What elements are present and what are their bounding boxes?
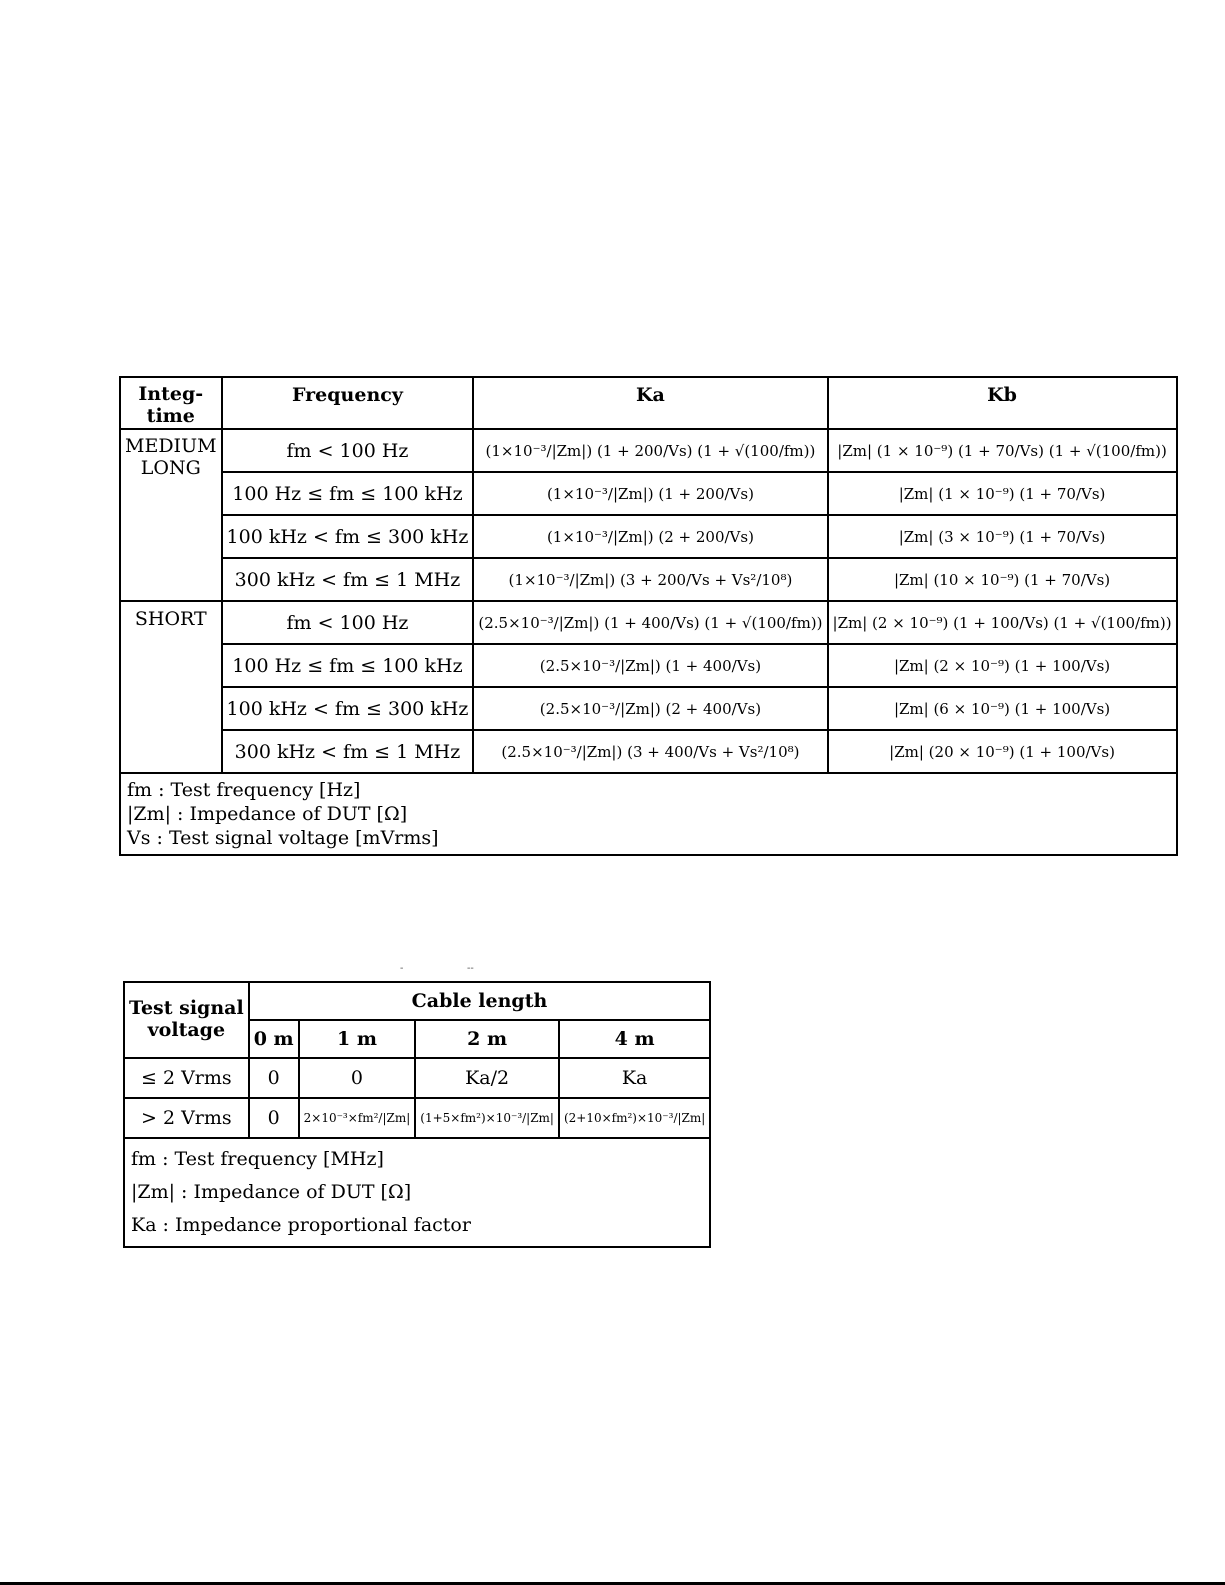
kb-header: Kb [828, 377, 1177, 429]
value-cell: (2+10×fm²)×10⁻³/|Zm| [559, 1098, 710, 1138]
cable-length-header: Cable length [249, 982, 711, 1020]
frequency-cell: 300 kHz < fm ≤ 1 MHz [222, 730, 474, 773]
cable-length-table [123, 981, 711, 1248]
frequency-cell: 100 kHz < fm ≤ 300 kHz [222, 515, 474, 558]
value-cell: 0 [249, 1098, 299, 1138]
footnote-zm: |Zm| : Impedance of DUT [Ω] [131, 1181, 412, 1203]
ka-cell: (1×10⁻³/|Zm|) (1 + 200/Vs) (1 + √(100/fm)) [473, 429, 827, 472]
voltage-cell: > 2 Vrms [124, 1098, 249, 1138]
value-cell: (1+5×fm²)×10⁻³/|Zm| [415, 1098, 559, 1138]
test-signal-voltage-header: Test signal voltage [124, 982, 249, 1058]
kb-cell: |Zm| (6 × 10⁻⁹) (1 + 100/Vs) [828, 687, 1177, 730]
kb-cell: |Zm| (3 × 10⁻⁹) (1 + 70/Vs) [828, 515, 1177, 558]
value-cell: 2×10⁻³×fm²/|Zm| [299, 1098, 416, 1138]
frequency-cell: 100 Hz ≤ fm ≤ 100 kHz [222, 472, 474, 515]
frequency-cell: fm < 100 Hz [222, 429, 474, 472]
length-0m-header: 0 m [249, 1020, 299, 1058]
length-1m-header: 1 m [299, 1020, 416, 1058]
footnote-fm: fm : Test frequency [Hz] [127, 779, 361, 801]
integ-time-header: Integ- time [120, 377, 222, 429]
kb-cell: |Zm| (10 × 10⁻⁹) (1 + 70/Vs) [828, 558, 1177, 601]
voltage-cell: ≤ 2 Vrms [124, 1058, 249, 1098]
integ-medium-long: MEDIUM LONG [120, 429, 222, 601]
footnote-vs: Vs : Test signal voltage [mVrms] [127, 827, 439, 849]
ka-cell: (2.5×10⁻³/|Zm|) (1 + 400/Vs) (1 + √(100/fm)) [473, 601, 827, 644]
frequency-header: Frequency [222, 377, 474, 429]
footnote-fm: fm : Test frequency [MHz] [131, 1148, 384, 1170]
frequency-cell: 100 kHz < fm ≤ 300 kHz [222, 687, 474, 730]
kb-cell: |Zm| (20 × 10⁻⁹) (1 + 100/Vs) [828, 730, 1177, 773]
ka-cell: (2.5×10⁻³/|Zm|) (3 + 400/Vs + Vs²/10⁸) [473, 730, 827, 773]
ka-header: Ka [473, 377, 827, 429]
value-cell: Ka/2 [415, 1058, 559, 1098]
footnote-ka: Ka : Impedance proportional factor [131, 1214, 471, 1236]
kb-cell: |Zm| (2 × 10⁻⁹) (1 + 100/Vs) [828, 644, 1177, 687]
value-cell: 0 [299, 1058, 416, 1098]
stray-mark: - -- [400, 963, 474, 974]
ka-cell: (1×10⁻³/|Zm|) (2 + 200/Vs) [473, 515, 827, 558]
table2-footnotes [124, 1138, 710, 1247]
ka-kb-coefficient-table [119, 376, 1178, 856]
ka-cell: (2.5×10⁻³/|Zm|) (1 + 400/Vs) [473, 644, 827, 687]
length-2m-header: 2 m [415, 1020, 559, 1058]
ka-cell: (2.5×10⁻³/|Zm|) (2 + 400/Vs) [473, 687, 827, 730]
integ-short: SHORT [120, 601, 222, 773]
kb-cell: |Zm| (1 × 10⁻⁹) (1 + 70/Vs) (1 + √(100/fm)) [828, 429, 1177, 472]
frequency-cell: fm < 100 Hz [222, 601, 474, 644]
value-cell: 0 [249, 1058, 299, 1098]
ka-cell: (1×10⁻³/|Zm|) (3 + 200/Vs + Vs²/10⁸) [473, 558, 827, 601]
frequency-cell: 300 kHz < fm ≤ 1 MHz [222, 558, 474, 601]
ka-cell: (1×10⁻³/|Zm|) (1 + 200/Vs) [473, 472, 827, 515]
kb-cell: |Zm| (1 × 10⁻⁹) (1 + 70/Vs) [828, 472, 1177, 515]
table1-footnotes [120, 773, 1177, 855]
kb-cell: |Zm| (2 × 10⁻⁹) (1 + 100/Vs) (1 + √(100/fm)) [828, 601, 1177, 644]
footnote-zm: |Zm| : Impedance of DUT [Ω] [127, 803, 408, 825]
value-cell: Ka [559, 1058, 710, 1098]
frequency-cell: 100 Hz ≤ fm ≤ 100 kHz [222, 644, 474, 687]
length-4m-header: 4 m [559, 1020, 710, 1058]
